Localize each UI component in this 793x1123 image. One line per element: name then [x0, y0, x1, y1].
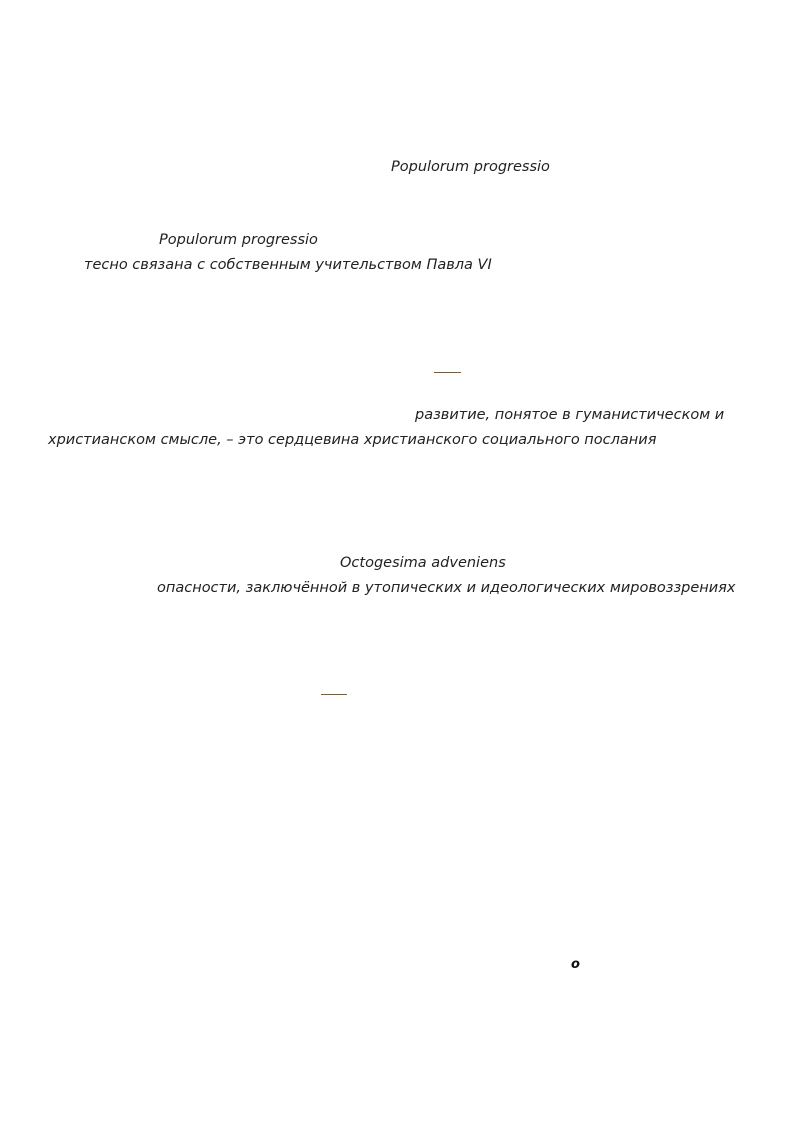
phrase-development-line-1: развитие, понятое в гуманистическом и — [415, 407, 725, 423]
title-populorum-progressio-2: Populorum progressio — [159, 232, 318, 248]
page-marker: o — [571, 957, 580, 972]
title-octogesima-adveniens: Octogesima adveniens — [340, 555, 506, 571]
phrase-utopian-ideological-danger: опасности, заключённой в утопических и идеологических мировоззрениях — [157, 580, 736, 596]
title-populorum-progressio-1: Populorum progressio — [391, 159, 550, 175]
footnote-link-1[interactable] — [434, 372, 461, 373]
phrase-paul-vi-teaching: тесно связана с собственным учительством Павла VI — [84, 257, 492, 273]
phrase-development-line-2: христианском смысле, – это сердцевина христианского социального послания — [48, 432, 657, 448]
footnote-link-2[interactable] — [321, 694, 347, 695]
